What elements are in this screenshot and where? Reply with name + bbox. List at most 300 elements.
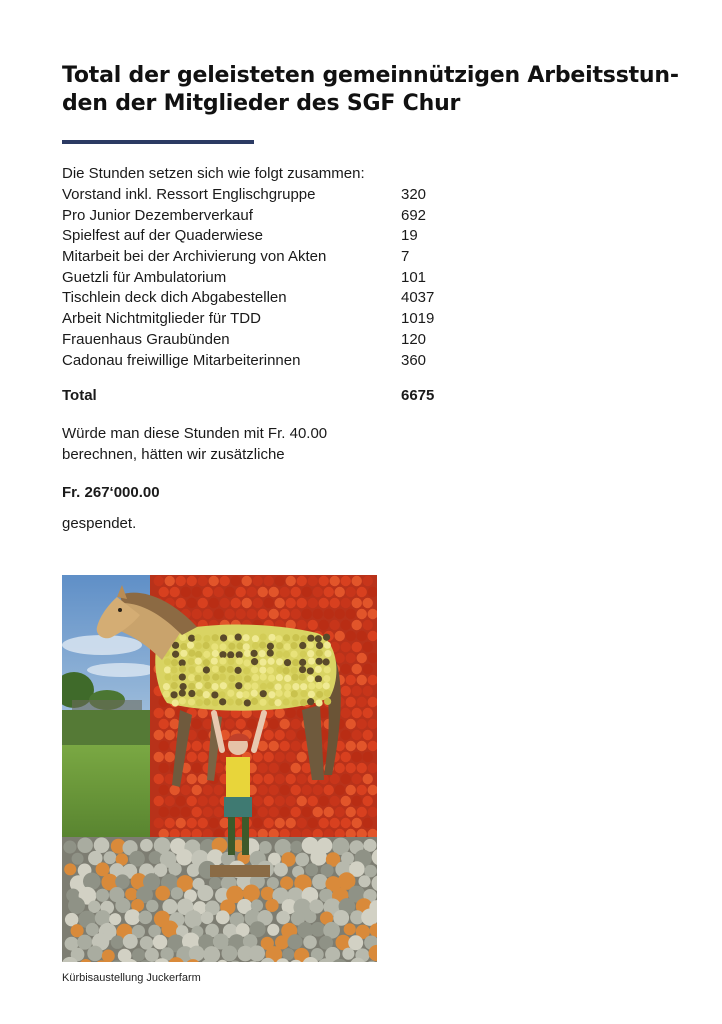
- wall-pumpkin: [297, 796, 307, 806]
- body-pumpkin: [276, 642, 283, 649]
- wall-pumpkin: [253, 598, 263, 608]
- wall-pumpkin: [192, 741, 202, 751]
- wall-pumpkin: [198, 598, 208, 608]
- body-pumpkin: [203, 651, 210, 658]
- body-pumpkin: [203, 635, 210, 642]
- wall-pumpkin: [275, 752, 285, 762]
- wall-pumpkin: [330, 774, 340, 784]
- wall-pumpkin: [159, 807, 169, 817]
- body-pumpkin: [290, 667, 297, 674]
- body-pumpkin: [258, 650, 265, 657]
- wall-pumpkin: [154, 708, 164, 718]
- wall-pumpkin: [341, 730, 351, 740]
- wall-pumpkin: [264, 598, 274, 608]
- wall-pumpkin: [363, 752, 373, 762]
- wall-pumpkin: [319, 818, 329, 828]
- wall-pumpkin: [154, 796, 164, 806]
- ground-pumpkin: [94, 837, 110, 853]
- wall-pumpkin: [346, 763, 356, 773]
- body-pumpkin: [219, 657, 226, 664]
- body-pumpkin: [291, 699, 298, 706]
- wall-pumpkin: [341, 774, 351, 784]
- wall-pumpkin: [357, 697, 367, 707]
- wall-pumpkin: [330, 818, 340, 828]
- body-pumpkin: [220, 634, 227, 641]
- body-pumpkin: [292, 659, 299, 666]
- wall-pumpkin: [154, 818, 164, 828]
- wall-pumpkin: [159, 587, 169, 597]
- wall-pumpkin: [280, 763, 290, 773]
- body-pumpkin: [291, 690, 298, 697]
- wall-pumpkin: [280, 587, 290, 597]
- wall-pumpkin: [352, 664, 362, 674]
- body-pumpkin: [188, 674, 195, 681]
- wall-pumpkin: [258, 807, 268, 817]
- wall-pumpkin: [319, 796, 329, 806]
- body-pumpkin: [267, 649, 274, 656]
- wall-pumpkin: [209, 576, 219, 586]
- wall-pumpkin: [286, 730, 296, 740]
- body-pumpkin: [300, 635, 307, 642]
- wall-pumpkin: [297, 620, 307, 630]
- wall-pumpkin: [214, 587, 224, 597]
- body-pumpkin: [203, 691, 210, 698]
- body-pumpkin: [260, 683, 267, 690]
- wall-pumpkin: [302, 785, 312, 795]
- body-pumpkin: [194, 634, 201, 641]
- ground-pumpkin: [63, 841, 76, 854]
- ground-pumpkin: [287, 934, 302, 949]
- body-pumpkin: [275, 690, 282, 697]
- wall-pumpkin: [363, 664, 373, 674]
- ground-pumpkin: [132, 948, 145, 961]
- body-pumpkin: [236, 658, 243, 665]
- body-pumpkin: [307, 698, 314, 705]
- body-pumpkin: [283, 634, 290, 641]
- wall-pumpkin: [363, 598, 373, 608]
- wall-pumpkin: [335, 609, 345, 619]
- body-pumpkin: [324, 642, 331, 649]
- wall-pumpkin: [176, 598, 186, 608]
- donation-amount: Fr. 267‘000.00: [62, 484, 160, 501]
- body-pumpkin: [172, 674, 179, 681]
- wall-pumpkin: [159, 785, 169, 795]
- body-pumpkin: [323, 634, 330, 641]
- wall-pumpkin: [297, 752, 307, 762]
- body-pumpkin: [188, 635, 195, 642]
- ground-pumpkin: [184, 910, 202, 928]
- total-value: 6675: [401, 387, 435, 404]
- wall-pumpkin: [286, 818, 296, 828]
- wall-pumpkin: [198, 774, 208, 784]
- body-pumpkin: [307, 635, 314, 642]
- body-pumpkin: [276, 651, 283, 658]
- ground-pumpkin: [140, 839, 153, 852]
- wall-pumpkin: [357, 675, 367, 685]
- wall-pumpkin: [236, 609, 246, 619]
- body-pumpkin: [300, 699, 307, 706]
- body-pumpkin: [188, 690, 195, 697]
- wall-pumpkin: [258, 609, 268, 619]
- body-pumpkin: [274, 683, 281, 690]
- body-pumpkin: [244, 650, 251, 657]
- wall-pumpkin: [363, 686, 373, 696]
- body-pumpkin: [195, 651, 202, 658]
- wall-pumpkin: [319, 576, 329, 586]
- body-pumpkin: [195, 666, 202, 673]
- calculation-line-1: Würde man diese Stunden mit Fr. 40.00: [62, 425, 328, 442]
- hours-row-value: 120: [401, 330, 427, 348]
- wall-pumpkin: [269, 609, 279, 619]
- wall-pumpkin: [346, 587, 356, 597]
- body-pumpkin: [250, 650, 257, 657]
- hours-row: [62, 226, 482, 247]
- wall-pumpkin: [154, 576, 164, 586]
- wall-pumpkin: [275, 598, 285, 608]
- child-shorts: [224, 797, 252, 817]
- wall-pumpkin: [297, 774, 307, 784]
- wall-pumpkin: [264, 730, 274, 740]
- wall-pumpkin: [341, 686, 351, 696]
- hours-row-value: 7: [401, 248, 410, 266]
- ground-pumpkin: [310, 849, 327, 866]
- photo-illustration: [62, 575, 377, 962]
- ground-pumpkin: [249, 945, 265, 961]
- ground-pumpkin: [265, 899, 278, 912]
- body-pumpkin: [283, 698, 290, 705]
- wall-pumpkin: [176, 796, 186, 806]
- body-pumpkin: [260, 673, 267, 680]
- wall-pumpkin: [253, 818, 263, 828]
- body-pumpkin: [228, 643, 235, 650]
- wall-pumpkin: [159, 719, 169, 729]
- body-pumpkin: [212, 634, 219, 641]
- wall-pumpkin: [280, 609, 290, 619]
- wall-pumpkin: [302, 609, 312, 619]
- body-pumpkin: [179, 689, 186, 696]
- body-pumpkin: [284, 675, 291, 682]
- wall-pumpkin: [346, 631, 356, 641]
- body-pumpkin: [235, 698, 242, 705]
- ground-pumpkin: [274, 863, 288, 877]
- body-pumpkin: [188, 658, 195, 665]
- page-title: [62, 62, 679, 118]
- wall-pumpkin: [198, 796, 208, 806]
- body-pumpkin: [218, 691, 225, 698]
- wall-pumpkin: [363, 620, 373, 630]
- wall-pumpkin: [176, 818, 186, 828]
- wall-pumpkin: [242, 576, 252, 586]
- hours-row-label: Pro Junior Dezemberverkauf: [62, 206, 253, 224]
- wall-pumpkin: [236, 587, 246, 597]
- wall-pumpkin: [363, 796, 373, 806]
- ground-pumpkin: [344, 923, 356, 935]
- pumpkin-exhibition-photo: [62, 575, 377, 962]
- wall-pumpkin: [258, 785, 268, 795]
- ground-pumpkin: [303, 935, 317, 949]
- body-pumpkin: [243, 659, 250, 666]
- body-pumpkin: [284, 683, 291, 690]
- wall-pumpkin: [324, 609, 334, 619]
- body-pumpkin: [315, 658, 322, 665]
- body-pumpkin: [170, 691, 177, 698]
- ground-pumpkin: [171, 887, 183, 899]
- body-pumpkin: [236, 651, 243, 658]
- wall-pumpkin: [357, 631, 367, 641]
- hours-row-value: 692: [401, 206, 427, 224]
- wall-pumpkin: [214, 785, 224, 795]
- body-pumpkin: [235, 634, 242, 641]
- wall-pumpkin: [192, 719, 202, 729]
- body-pumpkin: [252, 635, 259, 642]
- body-pumpkin: [179, 683, 186, 690]
- wall-pumpkin: [258, 587, 268, 597]
- wall-pumpkin: [346, 741, 356, 751]
- wall-pumpkin: [187, 774, 197, 784]
- wall-pumpkin: [363, 708, 373, 718]
- ground-pumpkin: [358, 875, 370, 887]
- wall-pumpkin: [352, 730, 362, 740]
- wall-pumpkin: [352, 774, 362, 784]
- wall-pumpkin: [346, 609, 356, 619]
- wall-pumpkin: [297, 598, 307, 608]
- wall-pumpkin: [154, 752, 164, 762]
- wall-pumpkin: [203, 609, 213, 619]
- body-pumpkin: [228, 675, 235, 682]
- wall-pumpkin: [286, 708, 296, 718]
- wall-pumpkin: [214, 807, 224, 817]
- body-pumpkin: [211, 643, 218, 650]
- wall-pumpkin: [159, 741, 169, 751]
- wall-pumpkin: [357, 763, 367, 773]
- horse-eye: [118, 608, 122, 612]
- body-pumpkin: [227, 698, 234, 705]
- body-pumpkin: [267, 667, 274, 674]
- wall-pumpkin: [280, 719, 290, 729]
- wall-pumpkin: [341, 796, 351, 806]
- wall-pumpkin: [352, 686, 362, 696]
- wall-pumpkin: [225, 609, 235, 619]
- wall-pumpkin: [275, 774, 285, 784]
- wall-pumpkin: [159, 763, 169, 773]
- ground-pumpkin: [77, 838, 93, 854]
- body-pumpkin: [291, 674, 298, 681]
- wall-pumpkin: [352, 642, 362, 652]
- wall-pumpkin: [341, 642, 351, 652]
- wall-pumpkin: [253, 796, 263, 806]
- body-pumpkin: [299, 666, 306, 673]
- wall-pumpkin: [335, 763, 345, 773]
- wall-pumpkin: [291, 785, 301, 795]
- wall-pumpkin: [324, 807, 334, 817]
- body-pumpkin: [251, 683, 258, 690]
- hours-row-label: Arbeit Nichtmitglieder für TDD: [62, 310, 261, 328]
- wall-pumpkin: [275, 730, 285, 740]
- calculation-line-2: berechnen, hätten wir zusätzliche: [62, 446, 285, 463]
- body-pumpkin: [188, 683, 195, 690]
- body-pumpkin: [188, 650, 195, 657]
- intro-text: Die Stunden setzen sich wie folgt zusammen:: [62, 165, 365, 182]
- ground-pumpkin: [267, 924, 279, 936]
- wall-pumpkin: [198, 730, 208, 740]
- body-pumpkin: [308, 682, 315, 689]
- wall-pumpkin: [264, 774, 274, 784]
- ground-pumpkin: [197, 885, 213, 901]
- body-pumpkin: [259, 699, 266, 706]
- wall-pumpkin: [192, 587, 202, 597]
- wall-pumpkin: [280, 785, 290, 795]
- body-pumpkin: [164, 658, 171, 665]
- child-leg-right: [242, 817, 249, 855]
- wall-pumpkin: [308, 598, 318, 608]
- body-pumpkin: [259, 659, 266, 666]
- wall-pumpkin: [352, 752, 362, 762]
- body-pumpkin: [235, 682, 242, 689]
- wall-pumpkin: [291, 719, 301, 729]
- body-pumpkin: [284, 643, 291, 650]
- wall-pumpkin: [363, 730, 373, 740]
- wall-pumpkin: [275, 576, 285, 586]
- ground-pumpkin: [64, 863, 76, 875]
- wall-pumpkin: [357, 807, 367, 817]
- body-pumpkin: [227, 658, 234, 665]
- hours-row: [62, 206, 482, 227]
- wall-pumpkin: [346, 719, 356, 729]
- wall-pumpkin: [330, 620, 340, 630]
- wall-pumpkin: [341, 818, 351, 828]
- wall-pumpkin: [286, 774, 296, 784]
- body-pumpkin: [315, 682, 322, 689]
- body-pumpkin: [323, 658, 330, 665]
- body-pumpkin: [315, 666, 322, 673]
- body-pumpkin: [323, 682, 330, 689]
- wall-pumpkin: [346, 807, 356, 817]
- body-pumpkin: [267, 682, 274, 689]
- wall-pumpkin: [247, 719, 257, 729]
- ground-pumpkin: [125, 888, 138, 901]
- body-pumpkin: [171, 682, 178, 689]
- wall-pumpkin: [357, 741, 367, 751]
- wall-pumpkin: [264, 576, 274, 586]
- wall-pumpkin: [352, 708, 362, 718]
- body-pumpkin: [292, 634, 299, 641]
- body-pumpkin: [163, 690, 170, 697]
- ground-pumpkin: [146, 900, 158, 912]
- wall-pumpkin: [198, 708, 208, 718]
- wall-pumpkin: [357, 719, 367, 729]
- ground-pumpkin: [111, 936, 124, 949]
- wall-pumpkin: [286, 598, 296, 608]
- wall-pumpkin: [192, 609, 202, 619]
- total-label: Total: [62, 387, 97, 404]
- cloud: [87, 663, 157, 677]
- wall-pumpkin: [181, 785, 191, 795]
- body-pumpkin: [274, 699, 281, 706]
- wall-pumpkin: [346, 675, 356, 685]
- wall-pumpkin: [269, 807, 279, 817]
- body-pumpkin: [235, 674, 242, 681]
- body-pumpkin: [323, 675, 330, 682]
- hours-row-value: 101: [401, 268, 427, 286]
- body-pumpkin: [227, 651, 234, 658]
- wall-pumpkin: [357, 587, 367, 597]
- hours-row-label: Spielfest auf der Quaderwiese: [62, 227, 263, 245]
- title-underline: [62, 140, 254, 144]
- wall-pumpkin: [291, 741, 301, 751]
- ground-pumpkin: [176, 849, 192, 865]
- wall-pumpkin: [297, 818, 307, 828]
- wall-pumpkin: [253, 774, 263, 784]
- donated-text: gespendet.: [62, 515, 137, 532]
- body-pumpkin: [243, 667, 250, 674]
- wall-pumpkin: [352, 818, 362, 828]
- hours-row: [62, 185, 482, 206]
- body-pumpkin: [242, 634, 249, 641]
- body-pumpkin: [290, 642, 297, 649]
- ground-pumpkin: [155, 886, 170, 901]
- wall-pumpkin: [330, 796, 340, 806]
- ground-pumpkin: [311, 922, 326, 937]
- hours-row: [62, 247, 482, 268]
- wall-pumpkin: [187, 576, 197, 586]
- page-title-line-2: den der Mitglieder des SGF Chur: [62, 91, 461, 116]
- wall-pumpkin: [341, 576, 351, 586]
- wall-pumpkin: [302, 587, 312, 597]
- ground-pumpkin: [139, 911, 153, 925]
- wall-pumpkin: [313, 587, 323, 597]
- ground-pumpkin: [140, 936, 153, 949]
- child-pedestal: [210, 865, 270, 877]
- body-pumpkin: [203, 698, 210, 705]
- wall-pumpkin: [203, 587, 213, 597]
- wall-pumpkin: [286, 752, 296, 762]
- wall-pumpkin: [286, 576, 296, 586]
- ground-pumpkin: [87, 946, 103, 962]
- body-pumpkin: [203, 659, 210, 666]
- hours-row: [62, 330, 482, 351]
- body-pumpkin: [219, 673, 226, 680]
- body-pumpkin: [244, 699, 251, 706]
- body-pumpkin: [243, 643, 250, 650]
- wall-pumpkin: [253, 576, 263, 586]
- hours-row-label: Frauenhaus Graubünden: [62, 330, 230, 348]
- hours-row: [62, 268, 482, 289]
- wall-pumpkin: [286, 796, 296, 806]
- body-pumpkin: [283, 651, 290, 658]
- ground-pumpkin: [96, 889, 109, 902]
- ground-pumpkin: [115, 874, 130, 889]
- body-pumpkin: [244, 675, 251, 682]
- wall-pumpkin: [291, 807, 301, 817]
- wall-pumpkin: [170, 807, 180, 817]
- hours-row-value: 19: [401, 227, 418, 245]
- body-pumpkin: [315, 699, 322, 706]
- wall-pumpkin: [352, 576, 362, 586]
- wall-pumpkin: [363, 642, 373, 652]
- wall-pumpkin: [302, 807, 312, 817]
- ground-pumpkin: [261, 887, 274, 900]
- body-pumpkin: [324, 650, 331, 657]
- wall-pumpkin: [313, 785, 323, 795]
- wall-pumpkin: [165, 708, 175, 718]
- hours-row-label: Tischlein deck dich Abgabestellen: [62, 289, 287, 307]
- wall-pumpkin: [352, 620, 362, 630]
- body-pumpkin: [307, 667, 314, 674]
- body-pumpkin: [276, 666, 283, 673]
- wall-pumpkin: [231, 598, 241, 608]
- wall-pumpkin: [264, 752, 274, 762]
- body-pumpkin: [219, 643, 226, 650]
